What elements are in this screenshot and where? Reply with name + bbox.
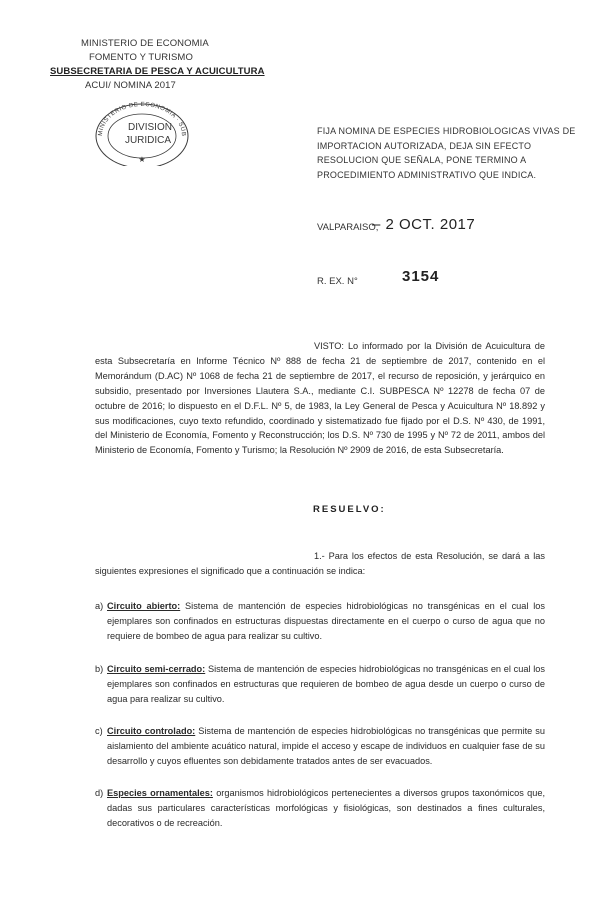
stamp-ring-text: MINISTERIO DE ECONOMIA · SUB [97,101,187,137]
header-ministry-sub: FOMENTO Y TURISMO [89,52,193,63]
resolution-subject: FIJA NOMINA DE ESPECIES HIDROBIOLOGICAS VIVAS DE IMPORTACION AUTORIZADA, DEJA SIN EFECTO RESOLUCION QUE SEÑALA, PONE TERMINO A PROCEDIMIENTO ADMINISTRATIVO QUE INDICA. [317,126,576,180]
item-text: Sistema de mantención de especies hidrobiológicas no transgénicas en el cual los ejemplares son confinados en estructuras que requieren de bombeo de agua desde un cuerpo o curso de agua para realizar su cultivo. [107,664,545,704]
header-ministry: MINISTERIO DE ECONOMIA [81,38,209,49]
stamp-center-top: DIVISION [128,122,172,133]
item-letter: b) [95,664,104,674]
stamp-seal-icon [88,96,196,166]
resolution-number-label: R. EX. N° [317,276,358,287]
item-letter: a) [95,601,104,611]
item-term: Circuito controlado: [107,726,196,736]
header-subsecretaria: SUBSECRETARIA DE PESCA Y ACUICULTURA [50,66,265,77]
item-text: organismos hidrobiológicos pertenecientes a diversos grupos taxonómicos que, dadas sus particulares características morfológicas y fisiológicas, son destinados a fines culturales, decorativos o de recreación. [107,788,545,828]
item-term: Circuito semi-cerrado: [107,664,206,674]
resuelvo-heading: RESUELVO: [313,504,386,515]
header-reference: ACUI/ NOMINA 2017 [85,80,176,91]
stamp-star-icon: ★ [138,155,146,164]
definition-item-c [95,724,545,769]
item-text: Sistema de mantención de especies hidrobiológicas no transgénicas en el cual los ejemplares son confinados en estructuras dispuestas directamente en el cuerpo o curso de agua que no requiere de bombeo de agua para realizar su cultivo. [107,601,545,641]
visto-paragraph: VISTO: Lo informado por la División de Acuicultura de esta Subsecretaría en Informe Técnico Nº 888 de fecha 21 de septiembre de 2017, contenido en el Memorándum (D.AC) Nº 1068 de fecha 21 de septiembre de 2017, el recurso de reposición, y jerárquico en subsidio, presentado por Inversiones Llautera S.A., mediante C.I. SUBPESCA Nº 12278 de fecha 07 de octubre de 2016; lo dispuesto en el D.F.L. Nº 5, de 1983, la Ley General de Pesca y Acuicultura Nº 18.892 y sus modificaciones, cuyo texto refundido, coordinado y sistematizado fue fijado por el D.S. Nº 430, de 1991, del Ministerio de Economía, Fomento y Reconstrucción; los D.S. Nº 730 de 1995 y Nº 72 de 2011, ambos del Ministerio de Economía, Fomento y Turismo; la Resolución Nº 2909 de 2016, de esta Subsecretaría. [95,341,545,456]
item-term: Especies ornamentales: [107,788,213,798]
division-juridica-stamp [88,96,196,166]
resolution-number: 3154 [402,268,440,285]
date-stamp-value: – 2 OCT. 2017 [372,216,476,233]
stamp-center-bottom: JURIDICA [124,135,172,146]
date-label: VALPARAISO, [317,222,379,233]
item-term: Circuito abierto: [107,601,181,611]
item-letter: c) [95,726,103,736]
definition-item-d [95,786,545,831]
item-letter: d) [95,788,104,798]
definition-item-b [95,662,545,707]
paragraph-1: 1.- Para los efectos de esta Resolución, se dará a las siguientes expresiones el significado que a continuación se indica: [95,551,545,576]
definition-item-a [95,599,545,644]
item-text: Sistema de mantención de especies hidrobiológicas no transgénicas que permite su aislamiento del ambiente acuático natural, impide el acceso y escape de individuos en cualquier fase de su desarrollo y cuyos efluentes son debidamente tratados antes de ser evacuados. [107,726,545,766]
